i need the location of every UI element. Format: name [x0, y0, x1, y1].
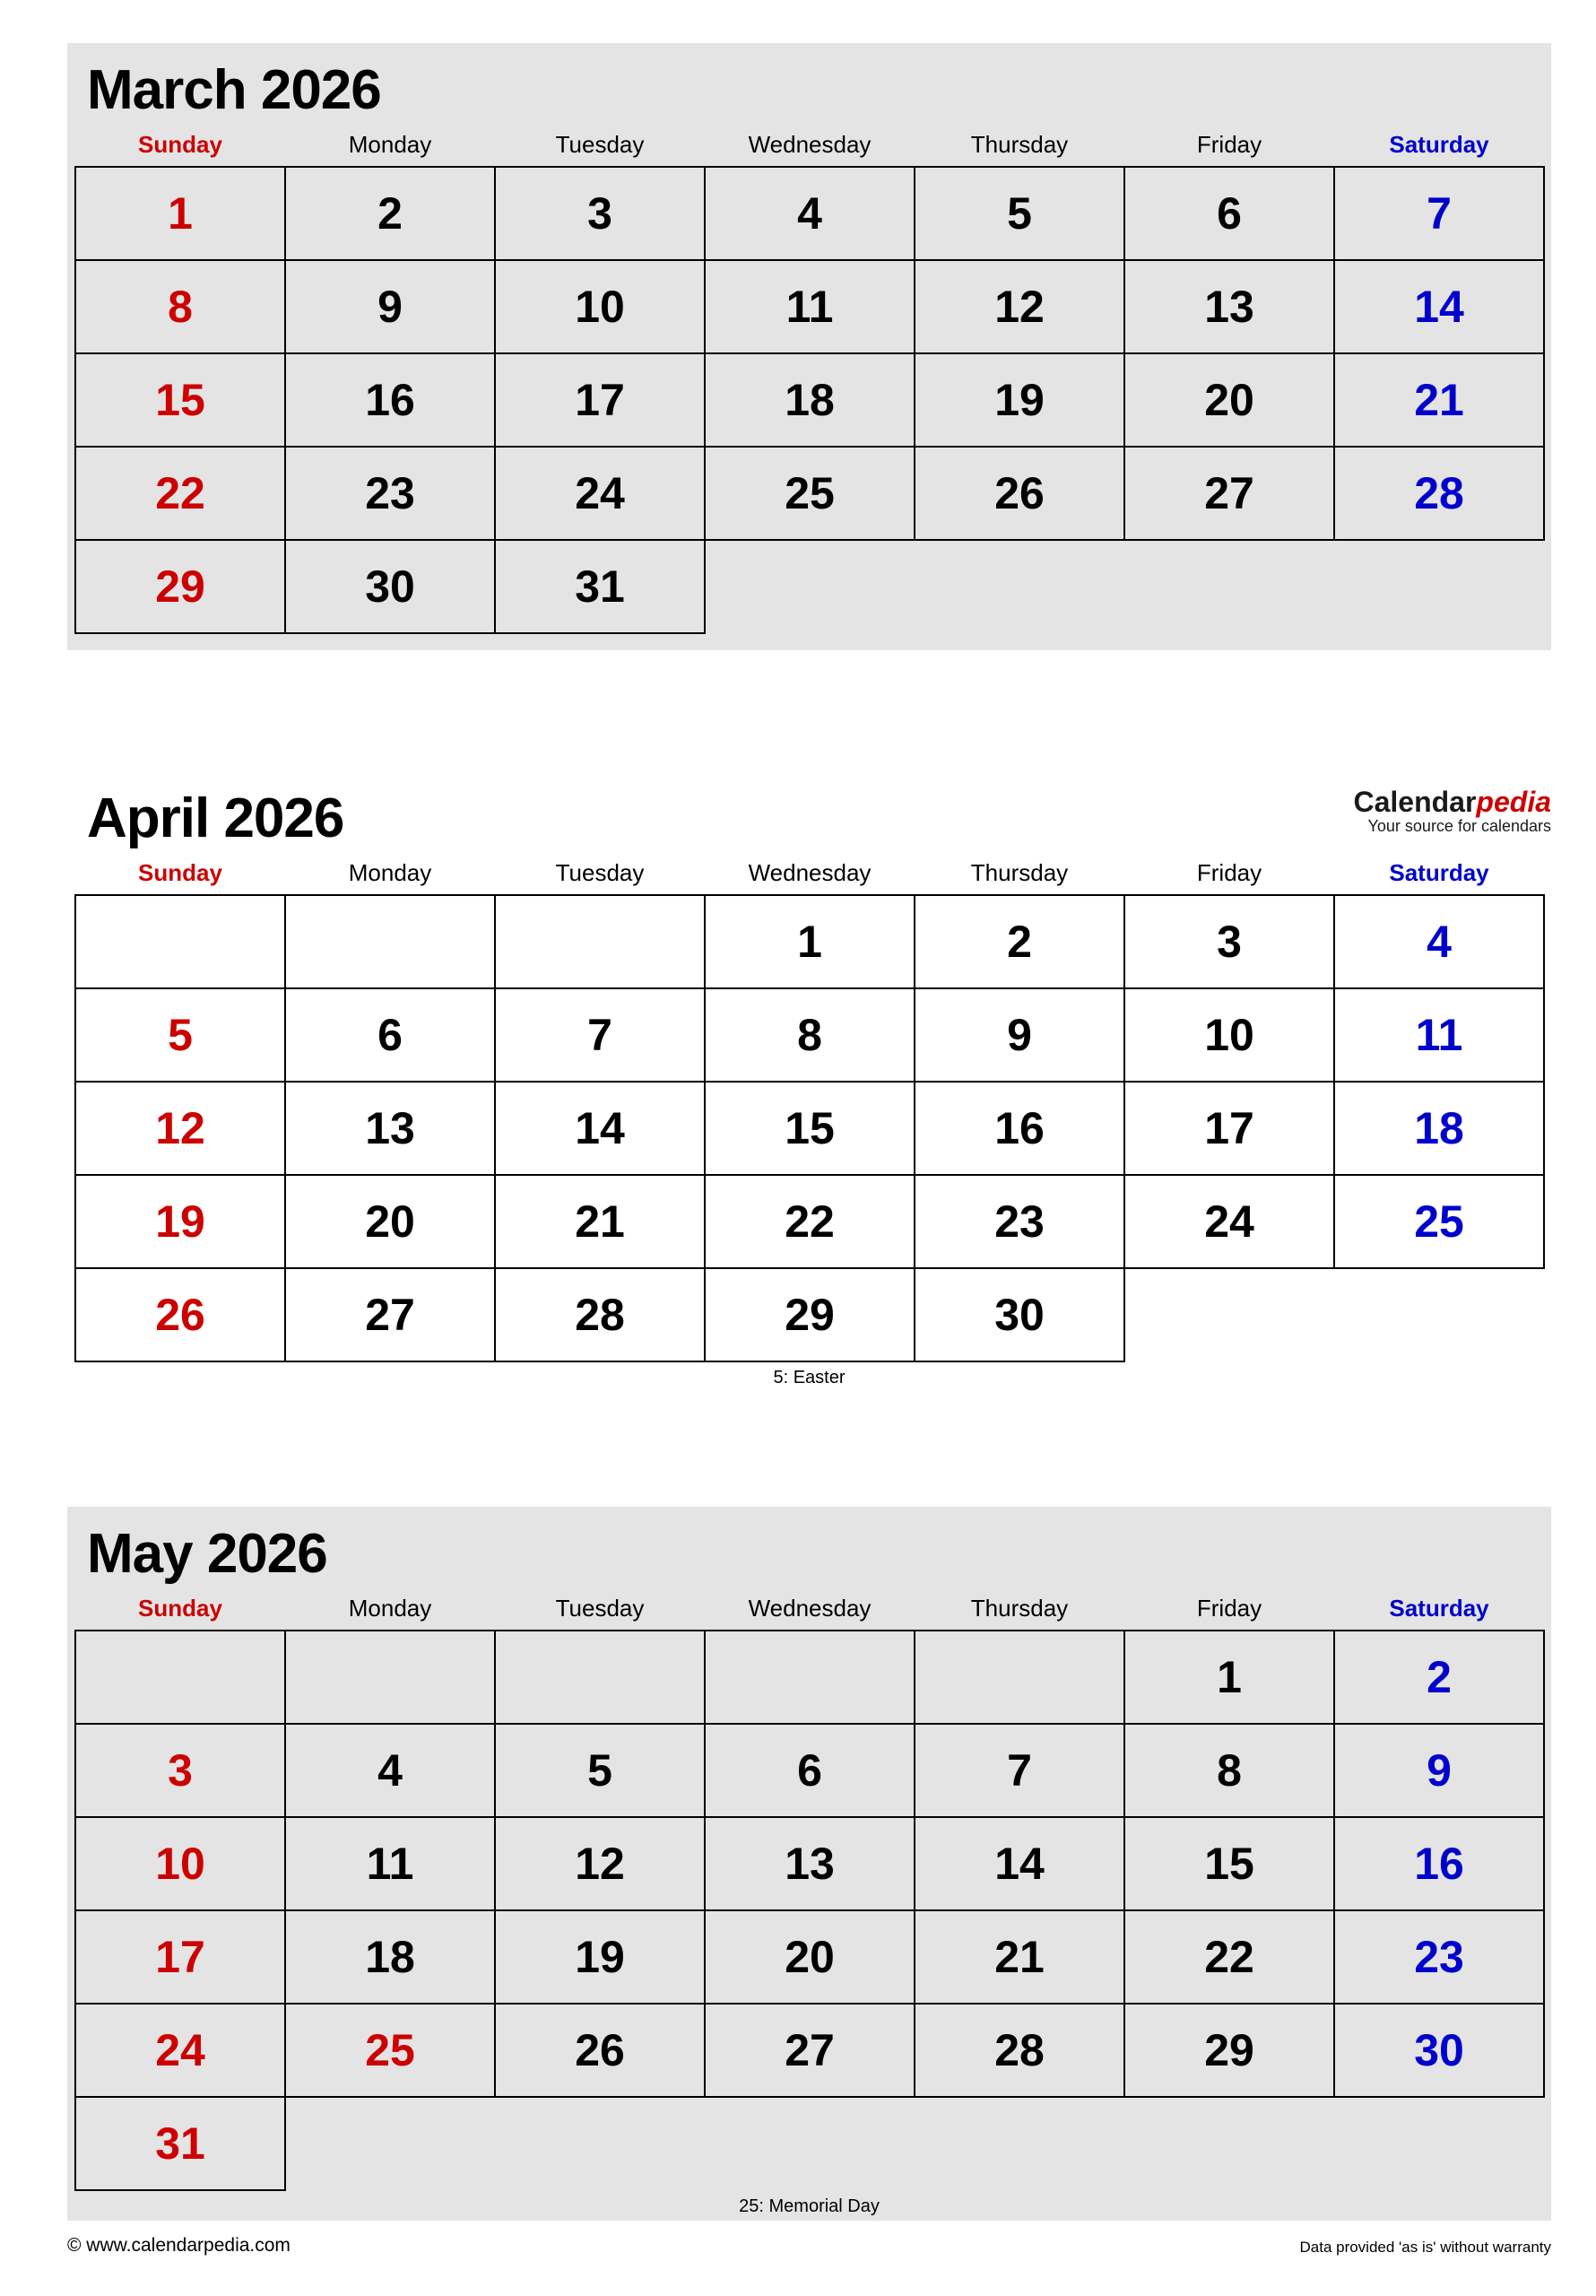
day-cell[interactable]: 16 — [915, 1082, 1124, 1175]
day-cell[interactable]: 18 — [705, 353, 915, 447]
day-cell[interactable]: 20 — [705, 1910, 915, 2004]
day-cell-empty — [915, 540, 1124, 633]
day-cell[interactable]: 3 — [1124, 895, 1334, 988]
weekday-thursday: Thursday — [970, 1595, 1069, 1622]
day-cell[interactable]: 8 — [1124, 1724, 1334, 1817]
day-cell[interactable]: 31 — [75, 2097, 285, 2190]
day-cell[interactable]: 18 — [1334, 1082, 1544, 1175]
day-cell[interactable]: 11 — [705, 260, 915, 353]
weekday-sunday: Sunday — [138, 1595, 222, 1622]
day-cell[interactable]: 23 — [915, 1175, 1124, 1268]
weekday-thursday: Thursday — [970, 859, 1069, 886]
day-cell[interactable]: 28 — [495, 1268, 705, 1361]
day-cell[interactable]: 26 — [495, 2004, 705, 2097]
month-footnote: 5: Easter — [773, 1368, 846, 1387]
week-row — [75, 2097, 1544, 2190]
day-cell[interactable]: 19 — [915, 353, 1124, 447]
weekday-saturday: Saturday — [1389, 131, 1489, 158]
day-cell[interactable]: 2 — [915, 895, 1124, 988]
day-cell-empty — [495, 2097, 705, 2190]
day-cell[interactable]: 4 — [285, 1724, 495, 1817]
month-footnote: 25: Memorial Day — [739, 2196, 880, 2216]
day-cell[interactable]: 22 — [1124, 1910, 1334, 2004]
page-footer — [67, 2235, 1551, 2262]
logo-name-secondary: pedia — [1476, 786, 1551, 818]
weekday-tuesday: Tuesday — [555, 131, 645, 158]
weekday-monday: Monday — [348, 131, 432, 158]
week-row — [75, 447, 1544, 540]
footer-copyright: © www.calendarpedia.com — [67, 2235, 291, 2256]
day-cell[interactable]: 8 — [705, 988, 915, 1082]
day-cell[interactable]: 4 — [1334, 895, 1544, 988]
day-cell[interactable]: 31 — [495, 540, 705, 633]
day-cell[interactable]: 20 — [1124, 353, 1334, 447]
day-cell[interactable]: 6 — [1124, 167, 1334, 260]
day-cell[interactable]: 27 — [1124, 447, 1334, 540]
day-cell[interactable]: 1 — [1124, 1631, 1334, 1724]
weekday-friday: Friday — [1196, 1595, 1262, 1622]
logo-tagline: Your source for calendars — [1367, 816, 1551, 835]
month-grid — [74, 127, 1545, 634]
week-row — [75, 260, 1544, 353]
week-row — [75, 353, 1544, 447]
week-row — [75, 895, 1544, 988]
day-cell[interactable]: 1 — [75, 167, 285, 260]
day-cell[interactable]: 25 — [285, 2004, 495, 2097]
day-cell[interactable]: 11 — [1334, 988, 1544, 1082]
weekday-header-row — [75, 856, 1544, 895]
day-cell[interactable]: 17 — [495, 353, 705, 447]
weekday-monday: Monday — [348, 1595, 432, 1622]
month-block-march — [67, 43, 1551, 650]
month-title: March 2026 — [87, 59, 381, 121]
weekday-saturday: Saturday — [1389, 859, 1489, 886]
day-cell[interactable]: 19 — [75, 1175, 285, 1268]
day-cell[interactable]: 2 — [285, 167, 495, 260]
day-cell[interactable]: 20 — [285, 1175, 495, 1268]
day-cell-empty — [75, 1631, 285, 1724]
day-cell[interactable]: 17 — [1124, 1082, 1334, 1175]
day-cell[interactable]: 28 — [1334, 447, 1544, 540]
day-cell[interactable]: 26 — [915, 447, 1124, 540]
week-row — [75, 1631, 1544, 1724]
day-cell-empty — [1334, 540, 1544, 633]
weekday-monday: Monday — [348, 859, 432, 886]
day-cell[interactable]: 13 — [1124, 260, 1334, 353]
day-cell[interactable]: 25 — [705, 447, 915, 540]
day-cell[interactable]: 7 — [915, 1724, 1124, 1817]
month-block-may — [67, 1507, 1551, 2221]
day-cell[interactable]: 15 — [705, 1082, 915, 1175]
weekday-friday: Friday — [1196, 131, 1262, 158]
calendarpedia-logo — [1353, 787, 1551, 834]
day-cell-empty — [285, 1631, 495, 1724]
day-cell[interactable]: 6 — [285, 988, 495, 1082]
day-cell[interactable]: 16 — [285, 353, 495, 447]
day-cell[interactable]: 13 — [285, 1082, 495, 1175]
day-cell-empty — [705, 2097, 915, 2190]
day-cell[interactable]: 13 — [705, 1817, 915, 1910]
day-cell[interactable]: 22 — [705, 1175, 915, 1268]
weekday-sunday: Sunday — [138, 131, 222, 158]
day-cell-empty — [705, 540, 915, 633]
day-cell[interactable]: 27 — [285, 1268, 495, 1361]
day-cell-empty — [915, 2097, 1124, 2190]
day-cell[interactable]: 30 — [285, 540, 495, 633]
day-cell[interactable]: 7 — [1334, 167, 1544, 260]
day-cell[interactable]: 12 — [75, 1082, 285, 1175]
day-cell[interactable]: 3 — [75, 1724, 285, 1817]
day-cell-empty — [1124, 1268, 1334, 1361]
day-cell[interactable]: 6 — [705, 1724, 915, 1817]
day-cell-empty — [495, 1631, 705, 1724]
day-cell[interactable]: 5 — [915, 167, 1124, 260]
month-grid — [74, 1591, 1545, 2191]
month-days-body — [75, 1631, 1544, 2190]
day-cell[interactable]: 14 — [915, 1817, 1124, 1910]
day-cell-empty — [1334, 1268, 1544, 1361]
day-cell[interactable]: 21 — [1334, 353, 1544, 447]
day-cell[interactable]: 2 — [1334, 1631, 1544, 1724]
month-title: May 2026 — [87, 1523, 327, 1585]
week-row — [75, 167, 1544, 260]
day-cell[interactable]: 21 — [915, 1910, 1124, 2004]
weekday-header-row — [75, 1591, 1544, 1631]
month-bottom-spacer — [67, 634, 1551, 650]
day-cell[interactable]: 14 — [495, 1082, 705, 1175]
day-cell[interactable]: 17 — [75, 1910, 285, 2004]
week-row — [75, 1724, 1544, 1817]
day-cell[interactable]: 24 — [1124, 1175, 1334, 1268]
day-cell[interactable]: 27 — [705, 2004, 915, 2097]
day-cell[interactable]: 29 — [705, 1268, 915, 1361]
day-cell[interactable]: 8 — [75, 260, 285, 353]
day-cell[interactable]: 5 — [75, 988, 285, 1082]
week-row — [75, 1910, 1544, 2004]
day-cell[interactable]: 9 — [1334, 1724, 1544, 1817]
day-cell[interactable]: 9 — [915, 988, 1124, 1082]
week-row — [75, 988, 1544, 1082]
day-cell-empty — [75, 895, 285, 988]
day-cell[interactable]: 10 — [1124, 988, 1334, 1082]
month-days-body — [75, 895, 1544, 1361]
weekday-wednesday: Wednesday — [748, 131, 872, 158]
weekday-tuesday: Tuesday — [555, 1595, 645, 1622]
day-cell[interactable]: 15 — [75, 353, 285, 447]
logo-wordmark — [1353, 787, 1551, 818]
week-row — [75, 1082, 1544, 1175]
day-cell-empty — [915, 1631, 1124, 1724]
day-cell[interactable]: 1 — [705, 895, 915, 988]
weekday-thursday: Thursday — [970, 131, 1069, 158]
day-cell[interactable]: 25 — [1334, 1175, 1544, 1268]
footer-disclaimer: Data provided 'as is' without warranty — [1299, 2239, 1551, 2256]
month-days-body — [75, 167, 1544, 633]
day-cell[interactable]: 30 — [915, 1268, 1124, 1361]
week-row — [75, 2004, 1544, 2097]
day-cell[interactable]: 7 — [495, 988, 705, 1082]
weekday-wednesday: Wednesday — [748, 1595, 872, 1622]
day-cell[interactable]: 21 — [495, 1175, 705, 1268]
week-row — [75, 1817, 1544, 1910]
day-cell[interactable]: 24 — [75, 2004, 285, 2097]
day-cell[interactable]: 9 — [285, 260, 495, 353]
day-cell-empty — [705, 1631, 915, 1724]
day-cell[interactable]: 10 — [75, 1817, 285, 1910]
weekday-sunday: Sunday — [138, 859, 222, 886]
day-cell[interactable]: 22 — [75, 447, 285, 540]
day-cell[interactable]: 16 — [1334, 1817, 1544, 1910]
day-cell-empty — [285, 895, 495, 988]
week-row — [75, 1175, 1544, 1268]
weekday-wednesday: Wednesday — [748, 859, 872, 886]
month-title: April 2026 — [87, 787, 344, 849]
weekday-tuesday: Tuesday — [555, 859, 645, 886]
month-block-april — [67, 771, 1551, 1392]
day-cell[interactable]: 10 — [495, 260, 705, 353]
day-cell[interactable]: 29 — [1124, 2004, 1334, 2097]
day-cell-empty — [285, 2097, 495, 2190]
day-cell[interactable]: 5 — [495, 1724, 705, 1817]
weekday-friday: Friday — [1196, 859, 1262, 886]
day-cell-empty — [495, 895, 705, 988]
day-cell[interactable]: 11 — [285, 1817, 495, 1910]
day-cell[interactable]: 24 — [495, 447, 705, 540]
day-cell[interactable]: 15 — [1124, 1817, 1334, 1910]
logo-name-primary: Calendar — [1353, 786, 1477, 818]
day-cell[interactable]: 23 — [285, 447, 495, 540]
day-cell[interactable]: 18 — [285, 1910, 495, 2004]
day-cell[interactable]: 23 — [1334, 1910, 1544, 2004]
day-cell[interactable]: 28 — [915, 2004, 1124, 2097]
week-row — [75, 540, 1544, 633]
day-cell[interactable]: 14 — [1334, 260, 1544, 353]
day-cell[interactable]: 12 — [915, 260, 1124, 353]
day-cell-empty — [1124, 2097, 1334, 2190]
day-cell[interactable]: 19 — [495, 1910, 705, 2004]
day-cell-empty — [1124, 540, 1334, 633]
weekday-header-row — [75, 127, 1544, 167]
day-cell[interactable]: 26 — [75, 1268, 285, 1361]
day-cell-empty — [1334, 2097, 1544, 2190]
weekday-saturday: Saturday — [1389, 1595, 1489, 1622]
day-cell[interactable]: 30 — [1334, 2004, 1544, 2097]
week-row — [75, 1268, 1544, 1361]
day-cell[interactable]: 29 — [75, 540, 285, 633]
month-grid — [74, 856, 1545, 1362]
day-cell[interactable]: 3 — [495, 167, 705, 260]
day-cell[interactable]: 12 — [495, 1817, 705, 1910]
day-cell[interactable]: 4 — [705, 167, 915, 260]
